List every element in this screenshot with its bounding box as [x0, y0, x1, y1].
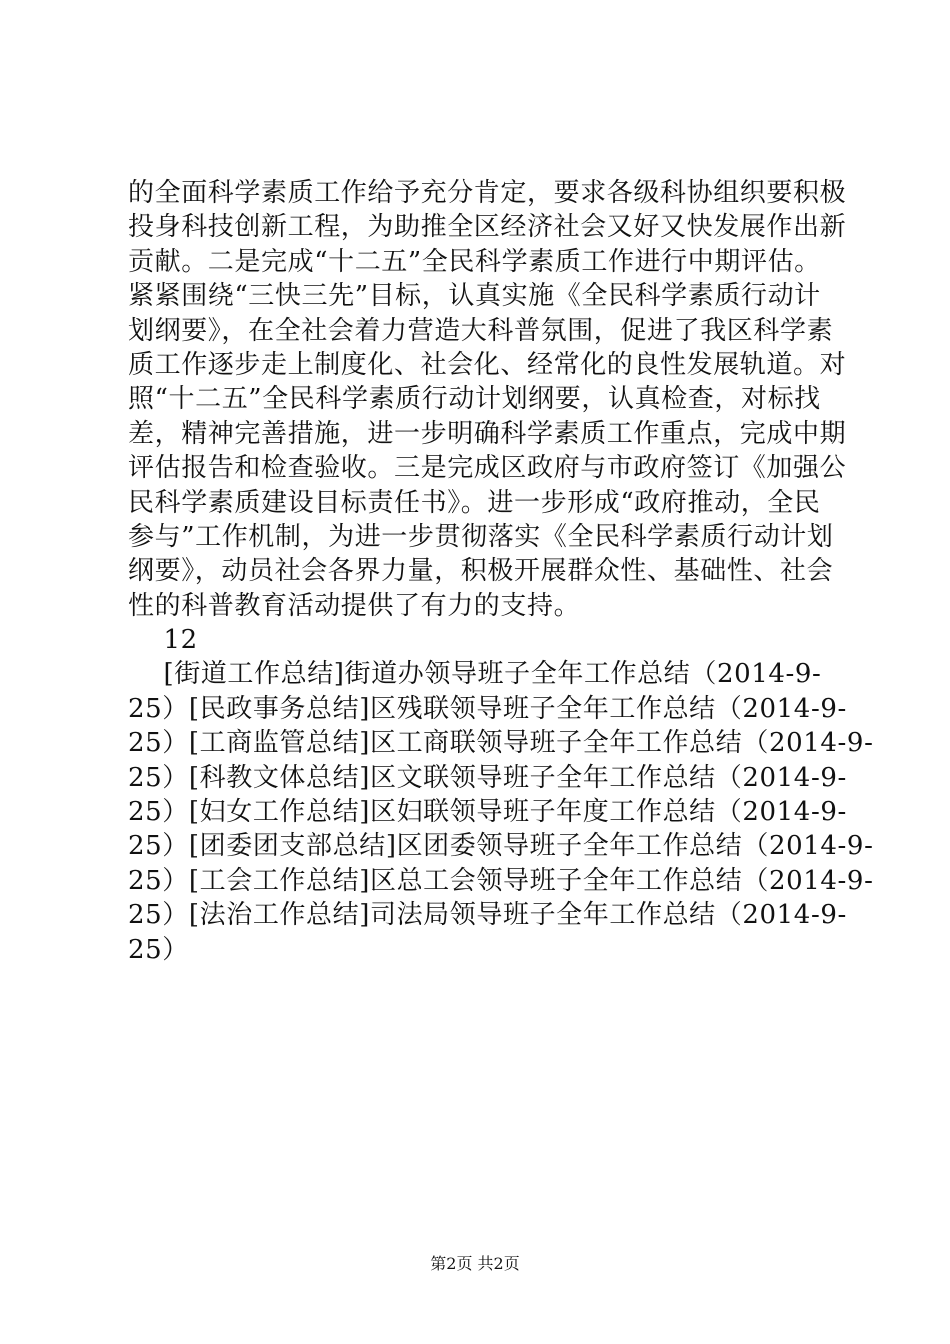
related-line: 25）: [128, 934, 189, 965]
related-line: 25）[工会工作总结]区总工会领导班子全年工作总结（2014-9-: [128, 865, 874, 896]
related-line: 25）[妇女工作总结]区妇联领导班子年度工作总结（2014-9-: [128, 797, 847, 828]
related-line: 25）[团委团支部总结]区团委领导班子全年工作总结（2014-9-: [128, 831, 874, 862]
related-line: 25）[科教文体总结]区文联领导班子全年工作总结（2014-9-: [128, 762, 847, 793]
related-line: 25）[工商监管总结]区工商联领导班子全年工作总结（2014-9-: [128, 728, 874, 759]
paragraph-line: 评估报告和检查验收。三是完成区政府与市政府签订《加强公: [128, 453, 847, 484]
document-body: [128, 176, 874, 967]
paragraph-line: 性的科普教育活动提供了有力的支持。: [128, 590, 581, 621]
related-line: [街道工作总结]街道办领导班子全年工作总结（2014-9-: [128, 659, 822, 690]
paragraph-line: 划纲要》，在全社会着力营造大科普氛围，促进了我区科学素: [128, 315, 834, 346]
paragraph-line: 民科学素质建设目标责任书》。进一步形成“政府推动，全民: [128, 487, 821, 518]
paragraph-line: 紧紧围绕“三快三先”目标，认真实施《全民科学素质行动计: [128, 281, 821, 312]
paragraph-line: 照“十二五”全民科学素质行动计划纲要，认真检查，对标找: [128, 384, 821, 415]
page-footer: 第2页 共2页: [430, 1254, 520, 1273]
paragraph-line: 贡献。二是完成“十二五”全民科学素质工作进行中期评估。: [128, 246, 821, 277]
related-line: 25）[法治工作总结]司法局领导班子全年工作总结（2014-9-: [128, 900, 847, 931]
paragraph-line: 的全面科学素质工作给予充分肯定，要求各级科协组织要积极: [128, 178, 847, 208]
paragraph-line: 差，精神完善措施，进一步明确科学素质工作重点，完成中期: [128, 418, 847, 449]
paragraph-line: 质工作逐步走上制度化、社会化、经常化的良性发展轨道。对: [128, 349, 847, 380]
paragraph-line: 参与”工作机制，为进一步贯彻落实《全民科学素质行动计划: [128, 521, 834, 552]
paragraph-line: 投身科技创新工程，为助推全区经济社会又好又快发展作出新: [128, 212, 847, 243]
paragraph-line: 纲要》，动员社会各界力量，积极开展群众性、基础性、社会: [128, 556, 834, 587]
page-number-text: 12: [128, 625, 198, 656]
related-line: 25）[民政事务总结]区残联领导班子全年工作总结（2014-9-: [128, 693, 847, 724]
